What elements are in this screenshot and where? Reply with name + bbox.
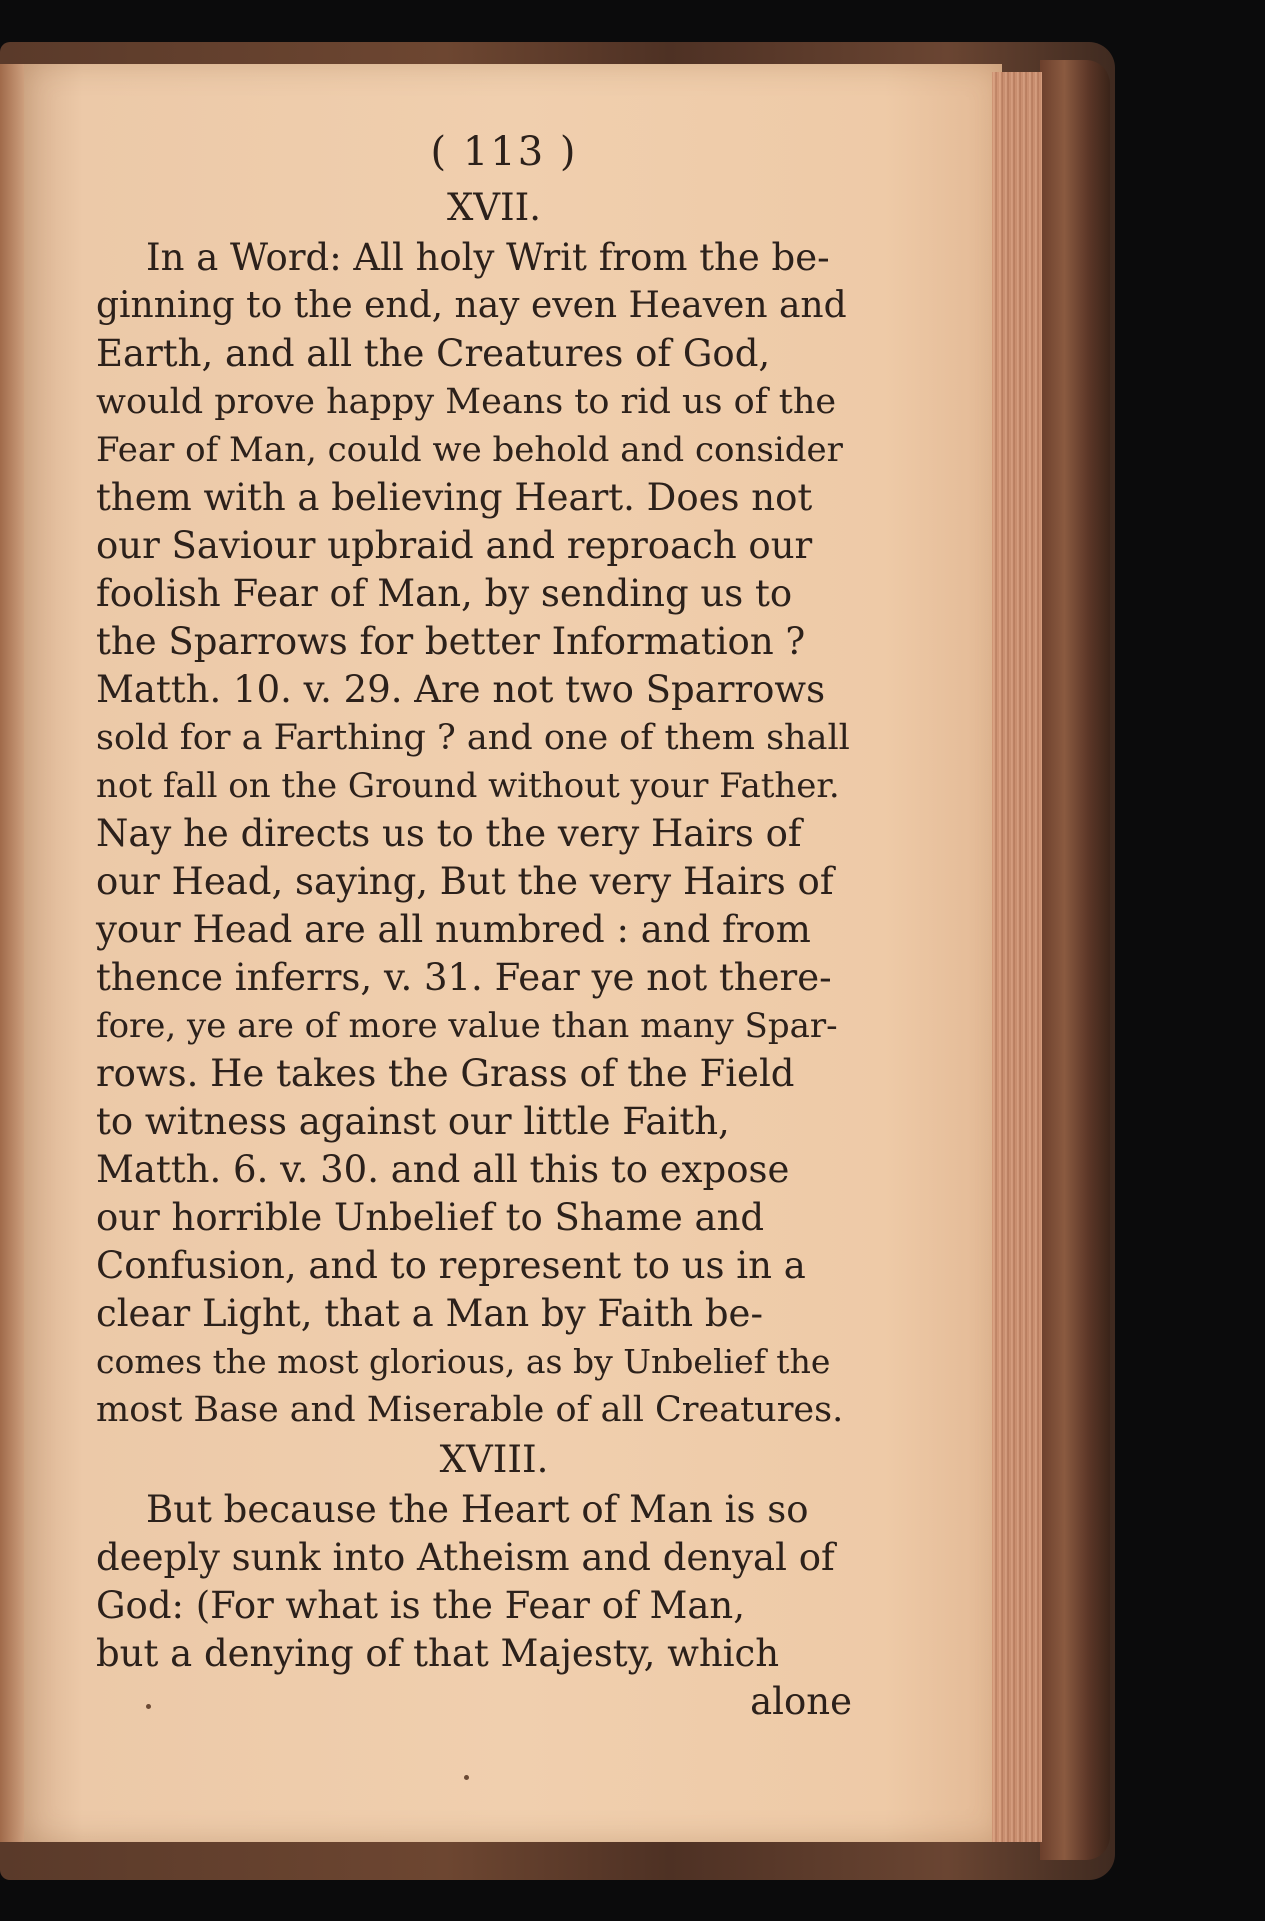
line-text: thence inferrs, v. 31. Fear ye not there- (96, 956, 832, 999)
text-line (96, 714, 852, 762)
line-text: Matth. 10. v. 29. Are not two Sparrows (96, 668, 826, 711)
line-text: but a denying of that Majesty, which (96, 1632, 780, 1675)
line-text: fore, ye are of more value than many Spar- (96, 1006, 838, 1046)
line-text: foolish Fear of Man, by sending us to (96, 572, 793, 615)
text-line (96, 330, 852, 378)
line-text: Confusion, and to represent to us in a (96, 1244, 806, 1287)
line-text: sold for a Farthing ? and one of them shall (96, 718, 850, 758)
line-text: Nay he directs us to the very Hairs of (96, 812, 802, 855)
line-text: your Head are all numbred : and from (96, 908, 811, 951)
text-line (96, 1290, 852, 1338)
section-heading-18: XVIII. (439, 1438, 549, 1481)
line-text: God: (For what is the Fear of Man, (96, 1584, 745, 1627)
line-text: But because the Heart of Man is so (146, 1488, 809, 1531)
text-line (96, 1146, 852, 1194)
text-line (96, 378, 852, 426)
line-text: our Saviour upbraid and reproach our (96, 524, 813, 567)
text-line (96, 906, 852, 954)
text-line (96, 810, 852, 858)
paragraph-17 (96, 234, 852, 1434)
line-text: In a Word: All holy Writ from the be- (146, 236, 830, 279)
text-line (96, 282, 852, 330)
text-line (96, 234, 852, 282)
text-line (96, 474, 852, 522)
text-line (96, 1630, 852, 1678)
line-text: the Sparrows for better Information ? (96, 620, 806, 663)
cover-edge (1040, 60, 1110, 1860)
page-text (96, 128, 852, 1726)
text-line (96, 858, 852, 906)
line-text: ginning to the end, nay even Heaven and (96, 285, 847, 326)
text-line (96, 762, 852, 810)
text-line (96, 426, 852, 474)
text-line (96, 666, 852, 714)
text-line (96, 1194, 852, 1242)
section-heading-17: XVII. (446, 186, 542, 229)
text-line (96, 1098, 852, 1146)
line-text: Earth, and all the Creatures of God, (96, 332, 771, 375)
line-text: Matth. 6. v. 30. and all this to expose (96, 1148, 790, 1191)
line-text: deeply sunk into Atheism and denyal of (96, 1536, 835, 1579)
line-text: our horrible Unbelief to Shame and (96, 1196, 765, 1239)
page-edges (992, 72, 1042, 1842)
text-line (96, 1338, 852, 1386)
text-line (96, 618, 852, 666)
text-line (96, 1242, 852, 1290)
text-line (96, 1050, 852, 1098)
text-line (96, 954, 852, 1002)
line-text: not fall on the Ground without your Father. (96, 766, 840, 806)
line-text: rows. He takes the Grass of the Field (96, 1052, 795, 1095)
paragraph-18 (96, 1486, 852, 1678)
text-line (96, 1534, 852, 1582)
line-text: Fear of Man, could we behold and consider (96, 430, 843, 470)
text-line (96, 1002, 852, 1050)
line-text: our Head, saying, But the very Hairs of (96, 860, 834, 903)
text-line (96, 570, 852, 618)
line-text: would prove happy Means to rid us of the (96, 382, 837, 422)
line-text: comes the most glorious, as by Unbelief the (96, 1342, 831, 1381)
line-text: most Base and Miserable of all Creatures. (96, 1390, 844, 1430)
line-text: to witness against our little Faith, (96, 1100, 730, 1143)
line-text: clear Light, that a Man by Faith be- (96, 1292, 763, 1335)
text-line (96, 1386, 852, 1434)
page-number-header: ( 113 ) (430, 129, 578, 175)
catchword: alone (750, 1680, 852, 1723)
text-line (96, 1486, 852, 1534)
text-line (96, 1582, 852, 1630)
text-line (96, 522, 852, 570)
line-text: them with a believing Heart. Does not (96, 476, 813, 519)
paper-speck (464, 1775, 469, 1780)
